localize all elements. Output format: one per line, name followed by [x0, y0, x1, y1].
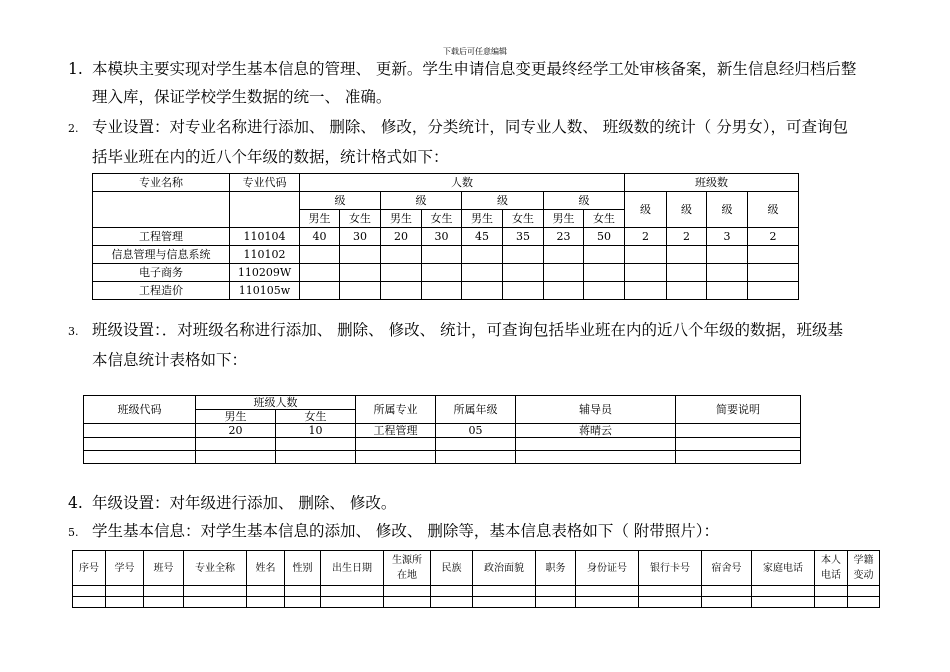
student-cell [639, 597, 702, 608]
major-code-cell: 110104 [230, 228, 300, 246]
header-people: 人数 [300, 174, 625, 192]
class-cell [276, 451, 356, 464]
count-cell [422, 264, 462, 282]
student-cell [73, 586, 106, 597]
section-number: 1. [68, 60, 83, 78]
class-count-cell [748, 264, 799, 282]
class-cell [356, 438, 436, 451]
student-header-cell: 本人 电话 [815, 551, 848, 586]
section-text: 理入库，保证学校学生数据的统一、 准确。 [92, 88, 392, 106]
count-cell [381, 246, 422, 264]
student-cell [815, 586, 848, 597]
count-cell [422, 282, 462, 300]
male-label: 男生 [196, 410, 276, 424]
header-note: 下载后可任意编辑 [443, 47, 507, 56]
major-name-cell: 工程造价 [93, 282, 230, 300]
class-count-cell [707, 264, 748, 282]
student-cell [106, 586, 144, 597]
student-header-cell: 性别 [285, 551, 321, 586]
student-header-cell: 生源所 在地 [384, 551, 431, 586]
grade-label: 级 [625, 192, 667, 228]
class-count-cell: 3 [707, 228, 748, 246]
class-cell: 10 [276, 424, 356, 438]
class-cell [356, 451, 436, 464]
male-label: 男生 [381, 210, 422, 228]
section-number: 5. [68, 526, 79, 539]
student-header-cell: 姓名 [247, 551, 285, 586]
student-table [72, 550, 880, 608]
student-header-cell: 银行卡号 [639, 551, 702, 586]
major-code-cell: 110102 [230, 246, 300, 264]
class-cell [516, 438, 676, 451]
grade-label: 级 [667, 192, 707, 228]
student-header-cell: 宿舍号 [702, 551, 752, 586]
student-cell [536, 597, 576, 608]
count-cell [503, 246, 544, 264]
table-row [93, 246, 799, 264]
student-cell [384, 597, 431, 608]
header-major-code: 专业代码 [230, 174, 300, 192]
major-name-cell: 信息管理与信息系统 [93, 246, 230, 264]
grade-label: 级 [381, 192, 462, 210]
student-cell [473, 597, 536, 608]
section-text: 学生基本信息：对学生基本信息的添加、 修改、 删除等，基本信息表格如下（ 附带照片）： [92, 522, 720, 540]
class-count-cell [707, 246, 748, 264]
table-row [93, 282, 799, 300]
header-class-count: 班级数 [625, 174, 799, 192]
student-table-body [73, 551, 880, 608]
header-major-name: 专业名称 [93, 174, 230, 192]
student-cell [576, 597, 639, 608]
count-cell [340, 246, 381, 264]
class-count-cell: 2 [748, 228, 799, 246]
student-header-cell: 政治面貌 [473, 551, 536, 586]
count-cell [422, 246, 462, 264]
student-header-cell: 出生日期 [321, 551, 384, 586]
student-cell [285, 586, 321, 597]
count-cell: 30 [422, 228, 462, 246]
female-label: 女生 [584, 210, 625, 228]
student-header-cell: 学籍 变动 [848, 551, 880, 586]
class-cell [676, 438, 801, 451]
count-cell [462, 282, 503, 300]
major-code-cell: 110105w [230, 282, 300, 300]
student-header-cell: 民族 [431, 551, 473, 586]
student-cell [184, 586, 247, 597]
student-cell [285, 597, 321, 608]
student-cell [144, 597, 184, 608]
class-count-cell [625, 264, 667, 282]
section-number: 4. [68, 494, 83, 512]
class-table-body [84, 424, 801, 464]
header-counselor: 辅导员 [516, 396, 676, 424]
student-cell [848, 597, 880, 608]
class-count-cell: 2 [667, 228, 707, 246]
student-cell [473, 586, 536, 597]
student-cell [702, 586, 752, 597]
table-row [93, 264, 799, 282]
student-cell [431, 597, 473, 608]
student-header-cell: 身份证号 [576, 551, 639, 586]
section-3 [68, 316, 908, 374]
class-cell [276, 438, 356, 451]
table-row [84, 451, 801, 464]
count-cell [300, 246, 340, 264]
count-cell: 45 [462, 228, 503, 246]
female-label: 女生 [276, 410, 356, 424]
section-text: 本模块主要实现对学生基本信息的管理、 更新。学生申请信息变更最终经学工处审核备案，新生信息经归档后整 [92, 60, 857, 78]
class-count-cell [667, 282, 707, 300]
header-class-count: 班级人数 [196, 396, 356, 410]
section-4 [68, 489, 908, 517]
class-table [83, 395, 801, 464]
count-cell [584, 264, 625, 282]
count-cell [544, 246, 584, 264]
table-row [73, 586, 880, 597]
class-count-cell [667, 246, 707, 264]
student-cell [576, 586, 639, 597]
class-cell [436, 438, 516, 451]
student-cell [247, 597, 285, 608]
student-header-cell: 班号 [144, 551, 184, 586]
student-cell [752, 597, 815, 608]
grade-label: 级 [707, 192, 748, 228]
count-cell: 20 [381, 228, 422, 246]
section-5 [68, 517, 908, 547]
count-cell [544, 282, 584, 300]
student-cell [815, 597, 848, 608]
male-label: 男生 [462, 210, 503, 228]
student-cell [848, 586, 880, 597]
class-cell: 蒋晴云 [516, 424, 676, 438]
count-cell [503, 282, 544, 300]
student-cell [321, 586, 384, 597]
class-cell [676, 451, 801, 464]
count-cell [584, 282, 625, 300]
class-cell [196, 438, 276, 451]
class-count-cell [625, 246, 667, 264]
student-header-cell: 学号 [106, 551, 144, 586]
class-cell: 20 [196, 424, 276, 438]
count-cell: 50 [584, 228, 625, 246]
male-label: 男生 [300, 210, 340, 228]
student-cell [184, 597, 247, 608]
major-code-cell: 110209W [230, 264, 300, 282]
table-row [93, 228, 799, 246]
student-cell [702, 597, 752, 608]
class-cell [84, 438, 196, 451]
student-cell [639, 586, 702, 597]
count-cell [381, 264, 422, 282]
class-cell [516, 451, 676, 464]
table-row [84, 424, 801, 438]
count-cell: 30 [340, 228, 381, 246]
count-cell [503, 264, 544, 282]
count-cell [462, 246, 503, 264]
section-text: 本信息统计表格如下： [92, 351, 248, 369]
class-count-cell [625, 282, 667, 300]
student-header-cell: 专业全称 [184, 551, 247, 586]
student-cell [384, 586, 431, 597]
student-cell [247, 586, 285, 597]
class-cell [196, 451, 276, 464]
count-cell [340, 264, 381, 282]
section-number: 3. [68, 325, 79, 338]
header-major: 所属专业 [356, 396, 436, 424]
count-cell [300, 282, 340, 300]
student-cell [321, 597, 384, 608]
student-cell [431, 586, 473, 597]
major-table [92, 173, 799, 300]
student-cell [752, 586, 815, 597]
major-name-cell: 电子商务 [93, 264, 230, 282]
count-cell [544, 264, 584, 282]
count-cell: 23 [544, 228, 584, 246]
grade-label: 级 [748, 192, 799, 228]
student-header-cell: 职务 [536, 551, 576, 586]
class-count-cell: 2 [625, 228, 667, 246]
section-2 [68, 113, 908, 171]
student-cell [73, 597, 106, 608]
female-label: 女生 [340, 210, 381, 228]
class-count-cell [667, 264, 707, 282]
class-cell [436, 451, 516, 464]
student-cell [144, 586, 184, 597]
count-cell [584, 246, 625, 264]
count-cell: 40 [300, 228, 340, 246]
grade-label: 级 [462, 192, 544, 210]
section-text: 括毕业班在内的近八个年级的数据，统计格式如下： [92, 148, 449, 166]
female-label: 女生 [503, 210, 544, 228]
class-cell [84, 424, 196, 438]
header-class-code: 班级代码 [84, 396, 196, 424]
section-number: 2. [68, 122, 79, 135]
female-label: 女生 [422, 210, 462, 228]
class-cell: 工程管理 [356, 424, 436, 438]
count-cell [300, 264, 340, 282]
class-cell: 05 [436, 424, 516, 438]
student-header-cell: 序号 [73, 551, 106, 586]
table-row [73, 597, 880, 608]
class-cell [676, 424, 801, 438]
count-cell [462, 264, 503, 282]
header-description: 简要说明 [676, 396, 801, 424]
male-label: 男生 [544, 210, 584, 228]
header-grade: 所属年级 [436, 396, 516, 424]
student-header-cell: 家庭电话 [752, 551, 815, 586]
class-count-cell [748, 282, 799, 300]
count-cell [381, 282, 422, 300]
grade-label: 级 [300, 192, 381, 210]
major-table-body [93, 228, 799, 300]
section-text: 专业设置：对专业名称进行添加、 删除、 修改，分类统计，同专业人数、 班级数的统计（ 分男女），可查询包 [92, 118, 848, 136]
student-cell [536, 586, 576, 597]
count-cell [340, 282, 381, 300]
count-cell: 35 [503, 228, 544, 246]
class-count-cell [707, 282, 748, 300]
grade-label: 级 [544, 192, 625, 210]
class-cell [84, 451, 196, 464]
section-text: 年级设置：对年级进行添加、 删除、 修改。 [92, 494, 397, 512]
table-row [84, 438, 801, 451]
section-1 [68, 55, 908, 111]
section-text: 班级设置：．对班级名称进行添加、 删除、 修改、 统计，可查询包括毕业班在内的近八个年级的数据，班级基 [92, 321, 844, 339]
student-cell [106, 597, 144, 608]
header-row [73, 551, 880, 586]
class-count-cell [748, 246, 799, 264]
major-name-cell: 工程管理 [93, 228, 230, 246]
